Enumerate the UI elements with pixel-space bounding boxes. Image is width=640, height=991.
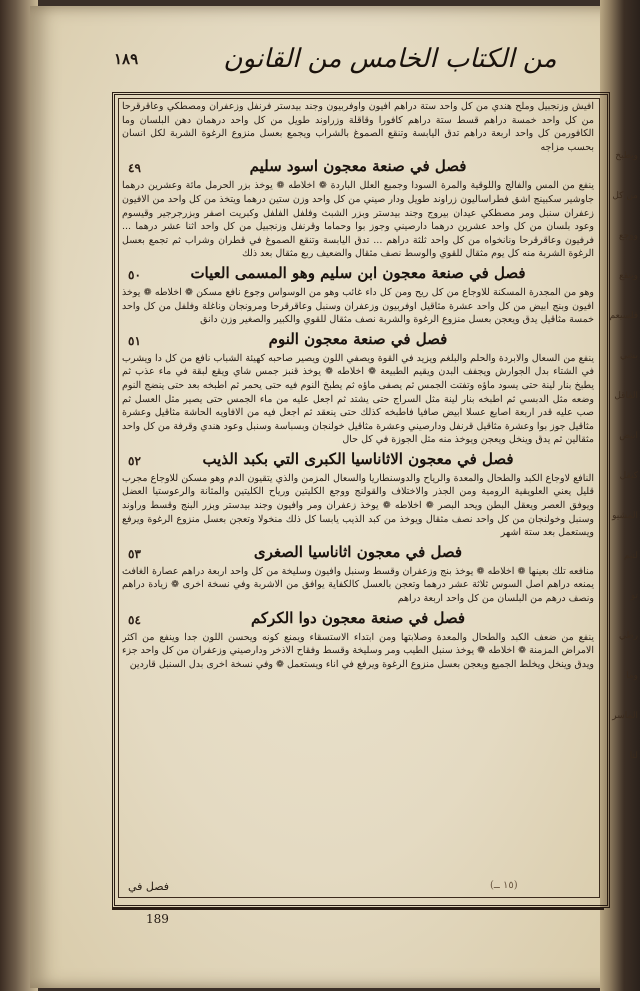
opposite-page-line: وينقع [619, 271, 638, 281]
opposite-page-line: ووجع [618, 231, 638, 241]
text-paragraph: وهو من المجدرة المسكنة للاوجاع من كل ريح ومن كل داء غائب وهو من الوسواس وجوع نافع مسكن ❁ اخلاطه ❁ يوخذ افيون وبنج ابيض من كل واحد عشرة مثاقيل اوفربيون وزعفران وسنبل وعاقرقرحا ومرونجان وناغلة وفلفل من كل واحد خمسة مثاقيل يدق ويعجن بعسل منزوع الرغوة والشربة نصف مثقال للقوي والكبير والصغير وزن دانق [122, 286, 594, 326]
running-head: من الكتاب الخامس من القانون [223, 44, 557, 74]
text-paragraph: النافع لاوجاع الكبد والطحال والمعدة والرياح والدوسنطاريا والسعال المزمن والذي يتقيون الدم وهو مسكن للاوجاع مجرب قليل يعني العلويقية الرومية ومن الجذر والاختلاف والقولنج ووجع الكليتين ورياح الكليتين والمثانة والرعوستيا العضل ويوفق العصر ويعقل البطن ويحد البصر ❁ اخلاطه ❁ يوخذ زعفران ومر وافيون وجند بيدستر وبزر البنج وقسط وراوند وسنبل وخولنجان من كل واحد نصف مثقال ويوخذ من كبد الذيب يابسا كل ذلك منخولا وتعجن بعسل منزوع الرغوة ويرفع ويستعمل بعد ستة اشهر [122, 472, 594, 539]
text-paragraph: ينفع من السعال والابردة والحلم والبلغم ويزيد في القوة ويصفي اللون ويصير صاحبه كهيئة الشباب نافع من كل دا ويشرب في الشتاء بدل الجوارش ويجفف البدن ويقيم الطبيعة ❁ اخلاطه ❁ يوخذ قنبز جمس شاي ويقع لبقة في ماء عذب ثم يطبخ بنار لينة حتى يسود ماؤه وتفتت الجمس ثم يصفى ماؤه ثم يطبخ النوم فيه حتى يحمر ثم اطبخه بعد حتى ينضج النوم وضعه مثل الدبسي ثم اطبخه بنار لينة مثل السراج حتى يشتد ثم اجعل عليه من ماء الجمس حتى يصير مثل العسل ثم صب عليه قدر اربعة اصابع عسلا ابيض صافيا فاطبخه كذلك حتى ينعقد ثم اجعل فيه من الافاويه الحاشة مثاقيل وعشرة مثاقيل جوز بوا وعشرة مثاقيل قرنفل ودارصيني وعشرة مثاقيل خولنجان وبسباسة وسنبل وعود هندي وقرفة من كل واحد مثقالين ثم يدق وينخل ويعجن ويوخذ منه مثل الجوزة في كل حال [122, 352, 594, 446]
section-heading-text: فصل في صنعة معجون دوا الكركم [250, 608, 466, 627]
section-number: ٥٢ [128, 453, 141, 468]
section-number: ٤٩ [128, 161, 141, 176]
section-heading [122, 607, 594, 629]
opposite-page-line: ويطبخ [615, 151, 638, 161]
opposite-page-line: بشي [619, 351, 638, 361]
main-text-block [122, 100, 594, 892]
text-paragraph: ينفع من ضعف الكبد والطحال والمعدة وصلابتها ومن ابتداء الاستسقاء ويمنع كونه ويحسن اللون جدا وينفع من اكثر الامراض المزمنة ❁ اخلاطه ❁ يوخذ سنبل الطيب ومر وسليخة وقسط وفقاح الاذخر ودارصيني وزعفران من كل واحد جزء ويدق وينخل ويخلط الجميع ويعجن بعسل منزوع الرغوة ويرفع في اناء ويستعمل ❁ وفي نسخة اخرى بدل السنبل قاردين [122, 631, 594, 670]
opposite-page-line: فلسيعم [609, 311, 638, 321]
opposite-page-line: المشيو [612, 511, 638, 521]
section-heading-text: فصل في صنعة معجون اسود سليم [249, 157, 467, 176]
signature-mark: (١٥ ــ) [490, 880, 518, 891]
page-number-top: ١٨٩ [114, 50, 139, 68]
opposite-page-line: وما [626, 671, 638, 681]
section-number: ٥٣ [128, 546, 141, 561]
page-number-bottom: 189 [146, 912, 169, 926]
section-number: ٥٤ [128, 612, 141, 627]
opposite-page-line: الفاقل [614, 391, 638, 401]
catchword: فصل في [128, 880, 170, 893]
section-heading-text: فصل في معجون الاثاناسيا الكبرى التي بكبد الذيب [202, 449, 514, 468]
opposite-page-line: لتيم [623, 551, 638, 561]
text-paragraph: منافعه تلك بعينها ❁ اخلاطه ❁ يوخذ بنج وزعفران وقسط وسنبل وافيون وسليخة من كل واحد اربعة دراهم عصارة الغافث يمنعه دراهم اصل السوس ثلاثة عشر درهما وتعجن بالعسل كالكفاية يوافق من الاشربة وفي نسخة اخرى ❁ زيادة دراهم ونصف درهم من البلسان من كل واحد اربعة دراهم [122, 565, 594, 605]
text-paragraph: افيش وزنجبيل وملح هندي من كل واحد ستة دراهم افيون واوفربيون وجند بيدستر فرنفل وزعفران ومصطكي وعاقرقرحا من كل واحد خمسة دراهم قسط ستة دراهم كافورا وقاقلة وزراوند طويل من كل واحد درهمان دهن البلسان وما الكافورمن كل واحد اربعة دراهم تدق اليابسة وتنقع الصموغ بالشراب ويجمع بعسل منزوع الرغوة الشربة لكل انسان بحسب مزاجه [122, 101, 594, 153]
section-number: ٥٠ [128, 267, 141, 282]
section-heading [122, 262, 594, 284]
opposite-page-line: كيقل [619, 471, 638, 481]
opposite-page-line: ابيض [619, 431, 638, 441]
opposite-page-line: لتا [629, 751, 638, 761]
section-heading-text: فصل في معجون اثاناسيا الصغرى [253, 542, 463, 561]
section-heading [122, 155, 594, 177]
text-paragraph: ينفع من المس والفالج واللوقية والمرة السودا وجميع العلل الباردة ❁ اخلاطه ❁ يوخذ بزر الحرمل مائة وعشرين درهما جاوشير سكبينج اشق فطراساليون زراوند طويل ودار صيني من كل واحد وزن ستين درهما ويتخذ من كل واحد من الافيون زعفران سنبل ومر مصطكي عيدان بيروج وجند بيدستر وبزر الشبث وفلفل الفلفل وكبريت اصفر وبزرجرجير وقيسوم وعود بلسان من كل واحد عشرين درهما دارصيني وجوز بوا وحماما وقرنفل وزنجبيل من كل واحد اثنا عشر درهما ... فرفيون وعاقرقرحا ونانخواه من كل واحد ثلثة دراهم ... تدق اليابسة وتنقع الصموغ في قطران وشراب ثم تجمع بعسل الرغوة الشربة منه كل يوم مثقال للقوي والوسط نصف مثقال والضعيف ربع مثقال بعد ذلك [122, 180, 594, 260]
opposite-page-line: الماسر [612, 711, 638, 721]
section-heading-text: فصل في صنعة معجون ابن سليم وهو المسمى العيات [190, 263, 526, 282]
section-number: ٥١ [128, 333, 141, 348]
opposite-page-line: من كل [612, 191, 638, 201]
section-heading [122, 448, 594, 470]
bottom-rule [112, 908, 604, 910]
section-heading [122, 328, 594, 350]
opposite-page-line: تو [630, 591, 638, 601]
section-heading-text: فصل في صنعة معجون النوم [268, 329, 448, 348]
opposite-page-line: رطي [618, 631, 638, 641]
section-heading [122, 541, 594, 563]
